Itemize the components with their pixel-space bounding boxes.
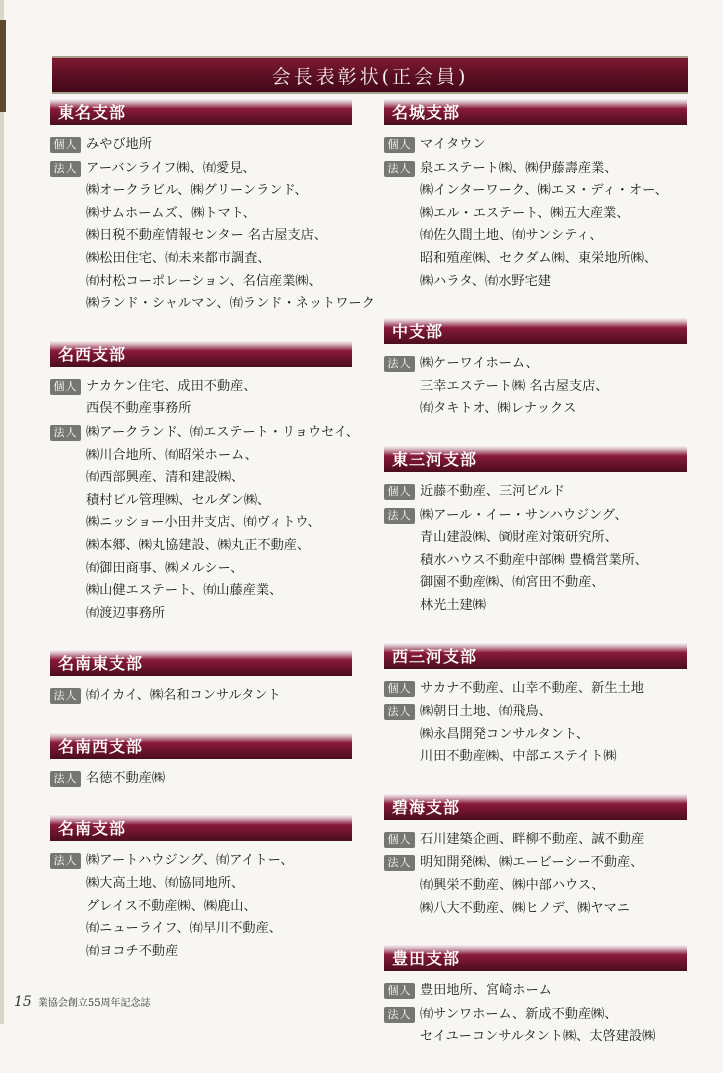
member-entry: [50, 768, 352, 791]
member-line: ㈱サムホームズ、㈱トマト、: [86, 205, 256, 221]
page-number: 15: [14, 994, 32, 1010]
member-line: グレイス不動産㈱、㈱鹿山、: [86, 898, 257, 914]
member-entry: [50, 850, 352, 963]
branch-section: [384, 98, 687, 293]
member-line: マイタウン: [420, 137, 486, 152]
member-type-badge: 法人: [384, 704, 415, 720]
branch-header: 名南支部: [50, 814, 352, 841]
member-type-badge: 個人: [384, 681, 415, 697]
member-line: アーバンライフ㈱、㈲愛見、: [86, 160, 256, 176]
member-line: 三幸エステート㈱ 名古屋支店、: [420, 378, 609, 394]
member-entry: [50, 158, 375, 316]
branch-header: 名城支部: [384, 98, 687, 125]
member-lines: [86, 376, 352, 421]
member-line: ㈱永昌開発コンサルタント、: [420, 726, 590, 742]
branch-section: [50, 814, 352, 963]
member-line: ㈲村松コーポレーション、名信産業㈱、: [86, 273, 322, 289]
member-entry: [384, 852, 687, 920]
member-line: ㈲イカイ、㈱名和コンサルタント: [86, 688, 281, 704]
member-line: ㈱ケーワイホーム、: [420, 356, 539, 372]
member-entry: [384, 134, 687, 157]
member-line: ㈲ヨコチ不動産: [86, 943, 179, 959]
branch-section: [50, 340, 360, 626]
member-line: 西俣不動産事務所: [86, 401, 192, 417]
branch-section: [384, 642, 687, 769]
member-line: ㈱アートハウジング、㈲アイトー、: [86, 853, 294, 869]
member-lines: [420, 353, 687, 421]
footer-caption: 業協会創立55周年記念誌: [37, 998, 151, 1009]
member-line: 林光土建㈱: [420, 597, 486, 613]
member-type-badge: 個人: [50, 137, 81, 153]
member-line: 豊田地所、宮崎ホーム: [420, 983, 552, 999]
member-line: 青山建設㈱、㈾財産対策研究所、: [420, 530, 618, 546]
member-line: 名徳不動産㈱: [86, 770, 166, 786]
member-type-badge: 法人: [384, 356, 415, 372]
member-entry: [384, 678, 687, 701]
branch-header: 中支部: [384, 317, 687, 344]
member-line: ㈱ランド・シャルマン、㈲ランド・ネットワーク: [86, 296, 375, 312]
page-spine: [0, 0, 4, 1024]
member-entry: [384, 481, 687, 504]
member-line: ㈱八大不動産、㈱ヒノデ、㈱ヤマニ: [420, 900, 630, 916]
member-line: ㈱アール・イー・サンハウジング、: [420, 507, 628, 523]
member-type-badge: 法人: [384, 1007, 415, 1023]
member-type-badge: 個人: [384, 832, 415, 848]
member-line: ㈱本郷、㈱丸協建設、㈱丸正不動産、: [86, 537, 311, 553]
member-line: サカナ不動産、山幸不動産、新生土地: [420, 680, 644, 696]
branch-section: [50, 649, 352, 708]
branch-header: 豊田支部: [384, 944, 687, 971]
member-line: ㈲佐久間土地、㈲サンシティ、: [420, 228, 603, 244]
member-entry: [384, 980, 687, 1003]
member-type-badge: 個人: [50, 379, 81, 395]
member-line: ㈲興栄不動産、㈱中部ハウス、: [420, 878, 605, 894]
member-line: ㈱松田住宅、㈲未来都市調査、: [86, 250, 271, 266]
member-line: ㈲渡辺事務所: [86, 605, 166, 621]
member-lines: [86, 768, 352, 791]
branch-section: [384, 793, 687, 920]
member-lines: [420, 701, 687, 769]
member-entry: [50, 134, 352, 157]
member-type-badge: 法人: [50, 161, 81, 177]
spine-mark: [0, 20, 6, 112]
branch-section: [50, 98, 375, 316]
member-entry: [50, 685, 352, 708]
member-entry: [50, 376, 352, 421]
branch-section: [50, 732, 352, 791]
member-line: 昭和殖産㈱、セクダム㈱、東栄地所㈱、: [420, 250, 658, 266]
member-line: セイユーコンサルタント㈱、太啓建設㈱: [420, 1029, 656, 1045]
member-lines: [86, 422, 359, 625]
member-type-badge: 個人: [384, 484, 415, 500]
member-line: ㈱川合地所、㈲昭栄ホーム、: [86, 447, 258, 463]
branch-header: 西三河支部: [384, 642, 687, 669]
member-lines: [420, 134, 687, 157]
right-column: [384, 98, 687, 1073]
branch-header: 碧海支部: [384, 793, 687, 820]
member-entry: [50, 422, 360, 625]
page-title-banner: [52, 56, 688, 94]
member-type-badge: 個人: [384, 137, 415, 153]
member-line: ナカケン住宅、成田不動産、: [86, 378, 257, 394]
member-lines: [420, 481, 687, 504]
member-lines: [420, 1004, 687, 1049]
member-entry: [384, 1004, 687, 1049]
branch-section: [384, 445, 687, 618]
member-lines: [420, 852, 687, 920]
member-type-badge: 個人: [384, 983, 415, 999]
branch-header: 東名支部: [50, 98, 352, 125]
branch-header: 名南東支部: [50, 649, 352, 676]
member-entry: [384, 158, 687, 294]
member-line: ㈱ハラタ、㈲水野宅建: [420, 273, 551, 289]
branch-header: 東三河支部: [384, 445, 687, 472]
member-lines: [86, 685, 352, 708]
member-line: 明知開発㈱、㈱エービーシー不動産、: [420, 855, 644, 871]
member-line: 川田不動産㈱、中部エステイト㈱: [420, 749, 617, 765]
member-line: ㈲御田商事、㈱メルシー、: [86, 560, 244, 576]
member-line: 石川建築企画、畔柳不動産、誠不動産: [420, 831, 645, 847]
member-line: ㈱山健エステート、㈲山藤産業、: [86, 583, 283, 599]
member-lines: [86, 158, 375, 316]
member-lines: [420, 505, 687, 618]
member-entry: [384, 353, 687, 421]
member-line: ㈲西部興産、清和建設㈱、: [86, 470, 245, 486]
member-type-badge: 法人: [384, 161, 415, 177]
member-lines: [420, 980, 687, 1003]
member-line: 積村ビル管理㈱、セルダン㈱、: [86, 492, 271, 508]
page-footer: [14, 994, 151, 1010]
member-line: 近藤不動産、三河ビルド: [420, 483, 566, 499]
member-line: ㈲ニューライフ、㈲早川不動産、: [86, 921, 282, 937]
member-lines: [420, 158, 687, 294]
member-type-badge: 法人: [50, 688, 81, 704]
member-line: ㈲サンワホーム、新成不動産㈱、: [420, 1006, 618, 1022]
member-line: ㈱日税不動産情報センター 名古屋支店、: [86, 228, 328, 244]
member-entry: [384, 829, 687, 852]
member-lines: [420, 829, 687, 852]
member-lines: [86, 850, 352, 963]
member-type-badge: 法人: [50, 853, 81, 869]
branch-section: [384, 317, 687, 421]
member-line: 泉エステート㈱、㈱伊藤壽産業、: [420, 160, 618, 176]
member-line: ㈱アークランド、㈲エステート・リョウセイ、: [86, 424, 360, 440]
member-entry: [384, 505, 687, 618]
member-line: ㈱大高土地、㈲協同地所、: [86, 876, 245, 892]
member-lines: [86, 134, 352, 157]
branch-header: 名南西支部: [50, 732, 352, 759]
member-type-badge: 法人: [50, 771, 81, 787]
member-entry: [384, 701, 687, 769]
member-type-badge: 法人: [50, 425, 81, 441]
member-lines: [420, 678, 687, 701]
page-title: 会長表彰状(正会員): [271, 65, 469, 88]
member-line: ㈱ニッショー小田井支店、㈲ヴィトウ、: [86, 515, 321, 531]
member-line: 御園不動産㈱、㈲宮田不動産、: [420, 575, 605, 591]
member-line: ㈱朝日土地、㈲飛鳥、: [420, 704, 552, 720]
member-line: 積水ハウス不動産中部㈱ 豊橋営業所、: [420, 552, 648, 568]
member-line: ㈱インターワーク、㈱エヌ・ディ・オー、: [420, 183, 668, 199]
left-column: [50, 98, 375, 987]
branch-section: [384, 944, 687, 1049]
member-line: みやび地所: [86, 137, 152, 152]
member-line: ㈱オークラビル、㈱グリーンランド、: [86, 183, 308, 199]
branch-header: 名西支部: [50, 340, 352, 367]
member-line: ㈲タキトオ、㈱レナックス: [420, 401, 577, 417]
member-line: ㈱エル・エステート、㈱五大産業、: [420, 205, 630, 221]
member-type-badge: 法人: [384, 508, 415, 524]
member-type-badge: 法人: [384, 855, 415, 871]
